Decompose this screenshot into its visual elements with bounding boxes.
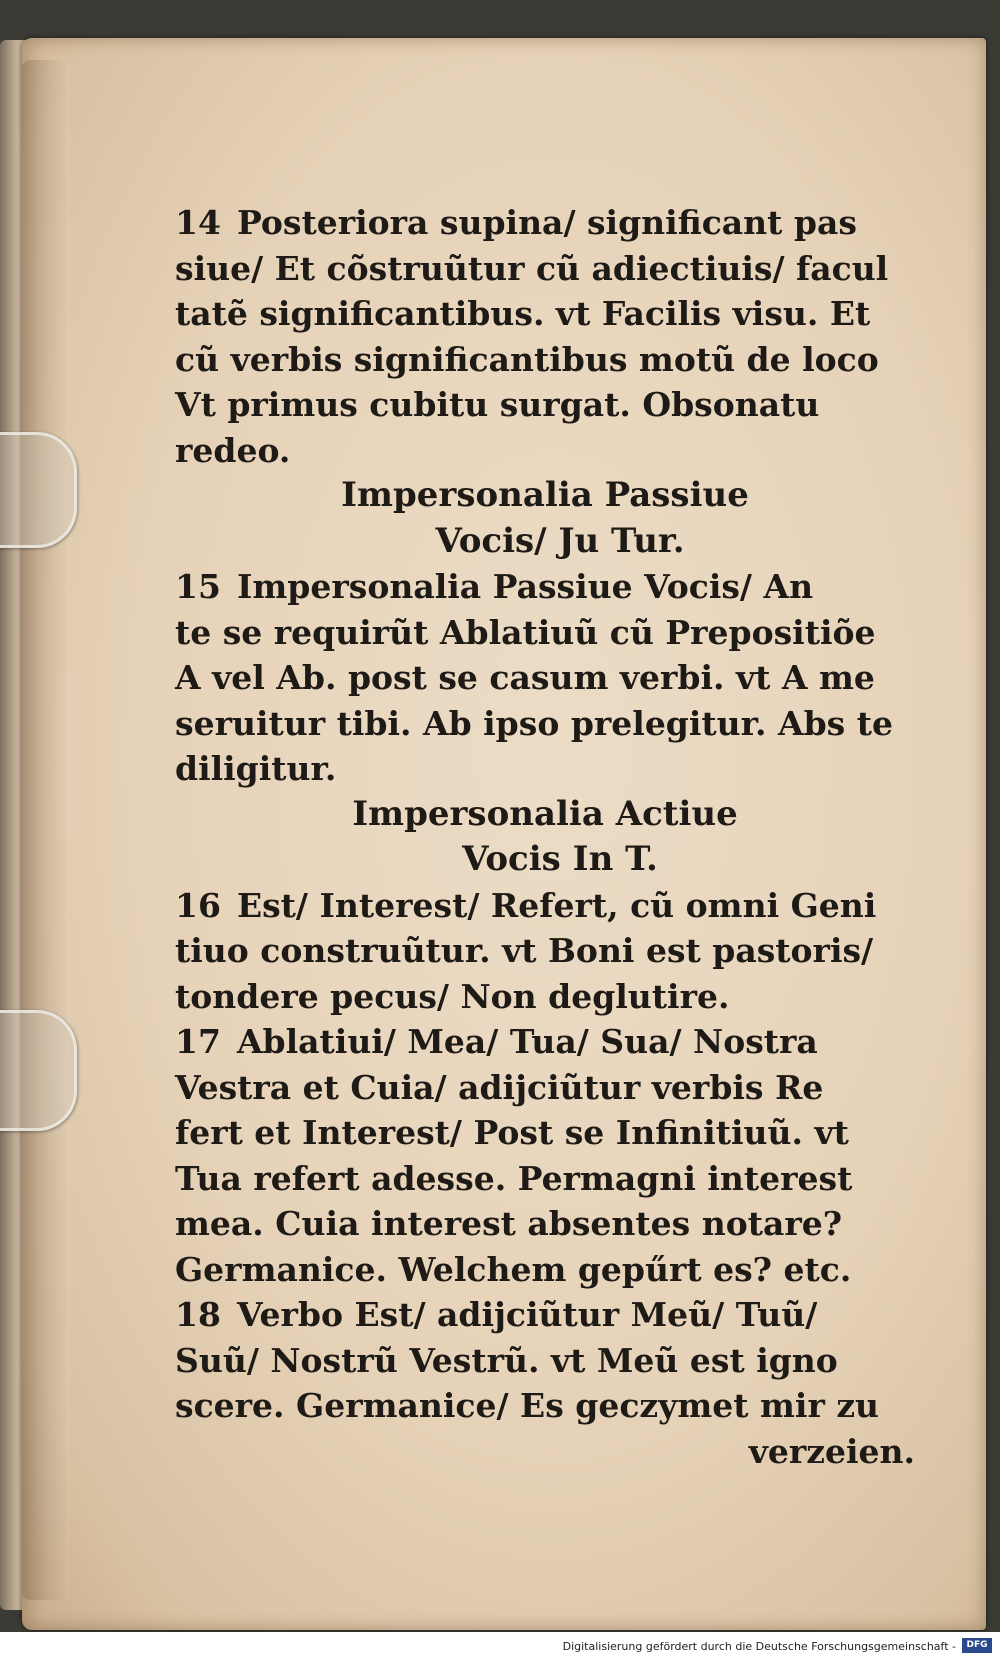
page-clip-top [0,432,77,548]
text-line: fert et Interest/ Post se Infinitiuũ. vt [175,1113,849,1152]
text-line: mea. Cuia interest absentes notare? [175,1204,843,1243]
text-line: te se requirũt Ablatiuũ cũ Prepositiõe [175,612,876,652]
paragraph-number: 16 [175,885,221,925]
text-line: siue/ Et cõstruũtur cũ adiectiuis/ facul [175,248,889,288]
paragraph-number: 17 [175,1022,221,1061]
text-line: tondere pecus/ Non deglutire. [175,976,730,1016]
text-line: seruitur tibi. Ab ipso prelegitur. Abs te [175,703,893,743]
text-line: cũ verbis significantibus motũ de loco [175,339,879,379]
text-line: scere. Germanice/ Es geczymet mir zu [175,1386,880,1425]
catchword: verzeien. [748,1431,915,1471]
text-line [175,1019,915,1065]
paragraph-number: 18 [175,1295,221,1334]
page-clip-bottom [0,1010,77,1131]
text-line: tatẽ significantibus. vt Facilis visu. Et [175,294,871,333]
line-text: Posteriora supina/ significant pas [236,203,857,242]
page-text-block [175,200,915,1474]
text-line: Vt primus cubitu surgat. Obsonatu [175,385,820,424]
text-line: A vel Ab. post se casum verbi. vt A me [175,658,875,697]
text-line: diligitur. [175,749,337,788]
line-text: Est/ Interest/ Refert, cũ omni Geni [236,885,877,925]
section-heading: Vocis In T. [462,839,658,879]
text-line [175,200,915,246]
text-line: redeo. [175,430,291,470]
text-line: Vestra et Cuia/ adijciũtur verbis Re [175,1067,824,1107]
dfg-logo-icon: DFG [962,1638,992,1653]
page-fold-shadow [22,60,70,1600]
text-line: Suũ/ Nostrũ Vestrũ. vt Meũ est igno [175,1340,838,1380]
text-line: tiuo construũtur. vt Boni est pastoris/ [175,931,874,970]
digitization-footer [0,1632,1000,1660]
text-line [175,883,915,929]
section-heading: Vocis/ Ju Tur. [435,520,685,561]
line-text: Impersonalia Passiue Vocis/ An [236,567,814,606]
text-line: Germanice. Welchem gepűrt es? etc. [175,1249,852,1289]
text-line: Tua refert adesse. Permagni interest [175,1158,853,1198]
text-line [175,564,915,610]
text-line [175,1292,915,1338]
paragraph-number: 15 [175,567,221,606]
section-heading: Impersonalia Passiue [341,475,749,515]
line-text: Ablatiui/ Mea/ Tua/ Sua/ Nostra [236,1022,818,1061]
footer-credit: Digitalisierung gefördert durch die Deutsche Forschungsgemeinschaft - [562,1640,956,1653]
paragraph-number: 14 [175,203,221,242]
section-heading: Impersonalia Actiue [352,793,738,834]
line-text: Verbo Est/ adijciũtur Meũ/ Tuũ/ [236,1295,818,1334]
